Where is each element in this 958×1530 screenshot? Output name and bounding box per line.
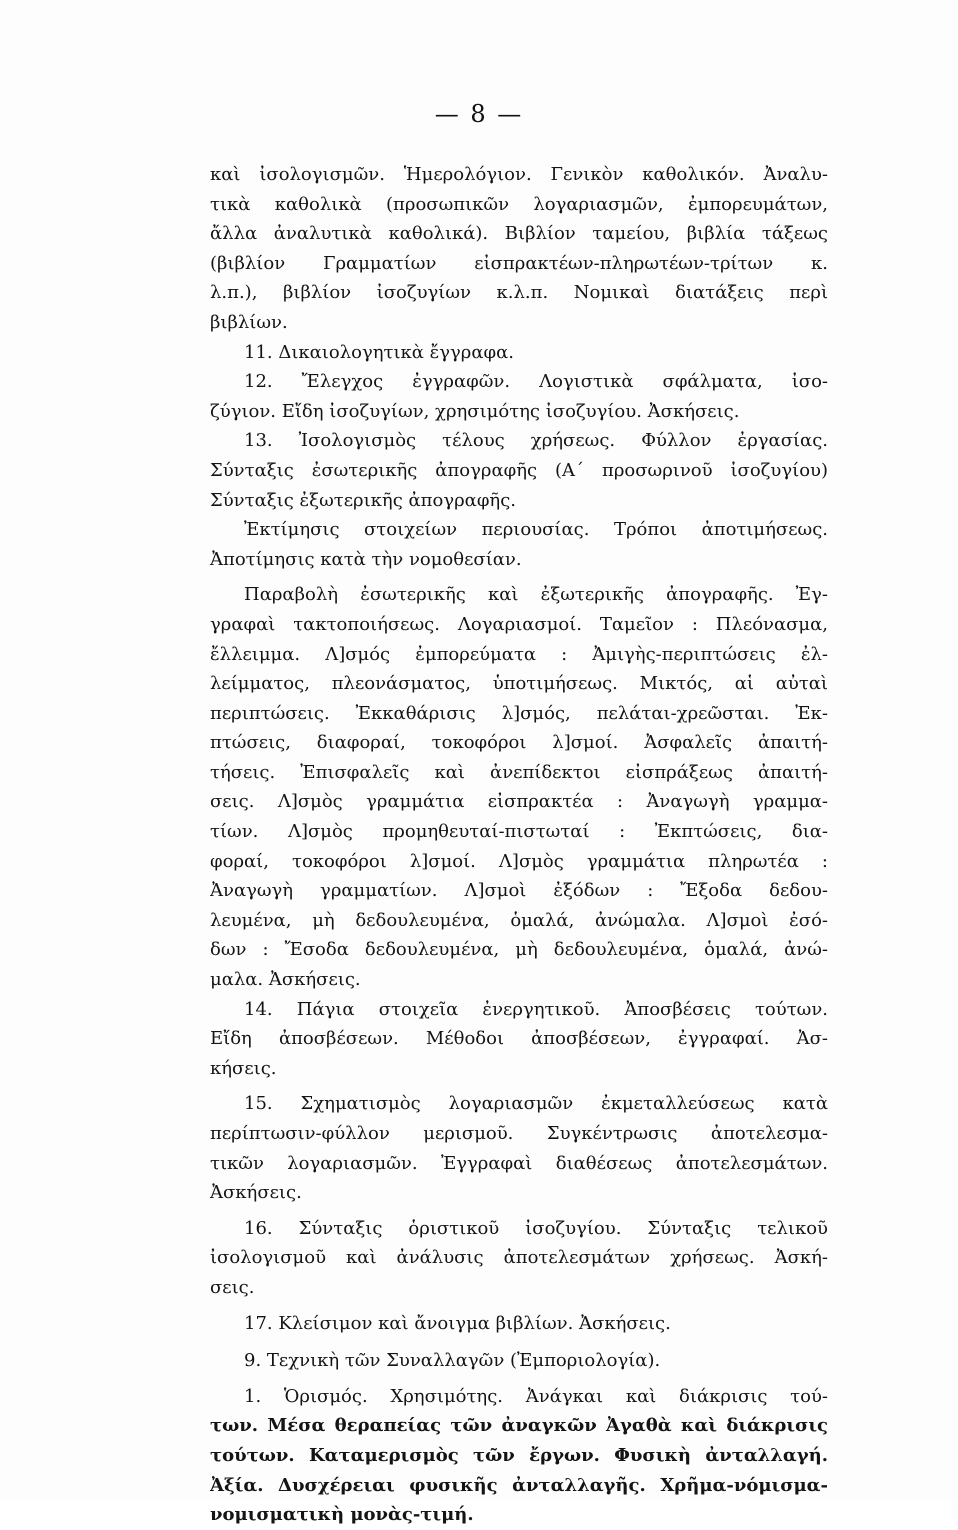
- text-line: φοραί, τοκοφόροι λ]σμοί. Λ]σμὸς γραμμάτια πληρωτέα :: [210, 850, 828, 872]
- text-line: 12. Ἔλεγχος ἐγγραφῶν. Λογιστικὰ σφάλματα, ἰσο-: [244, 371, 828, 393]
- text-line: Ἀξία. Δυσχέρειαι φυσικῆς ἀνταλλαγῆς. Χρῆμα-νόμισμα-: [210, 1474, 828, 1496]
- text-line: 15. Σχηματισμὸς λογαριασμῶν ἐκμεταλλεύσεως κατὰ: [244, 1093, 828, 1115]
- text-line: των. Μέσα θεραπείας τῶν ἀναγκῶν Ἀγαθὰ καὶ διάκρισις: [210, 1415, 828, 1437]
- text-line: λευμένα, μὴ δεδουλευμένα, ὁμαλά, ἀνώμαλα. Λ]σμοὶ ἐσό-: [210, 909, 828, 931]
- text-line: πτώσεις, διαφοραί, τοκοφόροι λ]σμοί. Ἀσφαλεῖς ἀπαιτή-: [210, 732, 828, 754]
- text-line: Ἀναγωγὴ γραμματίων. Λ]σμοὶ ἐξόδων : Ἔξοδα δεδου-: [210, 880, 828, 902]
- text-line: Σύνταξις ἐσωτερικῆς ἀπογραφῆς (Α΄ προσωρινοῦ ἰσοζυγίου): [210, 459, 828, 481]
- text-line: λ.π.), βιβλίον ἰσοζυγίων κ.λ.π. Νομικαὶ διατάξεις περὶ: [210, 282, 828, 304]
- text-line: βιβλίων.: [210, 311, 288, 333]
- page-number: — 8 —: [434, 100, 524, 128]
- text-line: νομισματικὴ μονὰς-τιμή.: [210, 1504, 474, 1526]
- text-line: 17. Κλείσιμον καὶ ἄνοιγμα βιβλίων. Ἀσκήσεις.: [244, 1312, 671, 1334]
- text-line: ἄλλα ἀναλυτικὰ καθολικά). Βιβλίον ταμείου, βιβλία τάξεως: [210, 223, 828, 245]
- text-line: 1. Ὁρισμός. Χρησιμότης. Ἀνάγκαι καὶ διάκρισις τού-: [244, 1385, 828, 1407]
- text-line: Παραβολὴ ἐσωτερικῆς καὶ ἐξωτερικῆς ἀπογραφῆς. Ἐγ-: [244, 584, 828, 606]
- text-line: ζύγιον. Εἴδη ἰσοζυγίων, χρησιμότης ἰσοζυγίου. Ἀσκήσεις.: [210, 400, 740, 422]
- text-line: 16. Σύνταξις ὁριστικοῦ ἰσοζυγίου. Σύνταξις τελικοῦ: [244, 1217, 828, 1239]
- text-line: Εἴδη ἀποσβέσεων. Μέθοδοι ἀποσβέσεων, ἐγγραφαί. Ἀσ-: [210, 1028, 828, 1050]
- text-line: μαλα. Ἀσκήσεις.: [210, 969, 361, 991]
- text-line: 14. Πάγια στοιχεῖα ἐνεργητικοῦ. Ἀποσβέσεις τούτων.: [244, 998, 828, 1020]
- text-line: Ἀποτίμησις κατὰ τὴν νομοθεσίαν.: [210, 548, 522, 570]
- text-line: ἰσολογισμοῦ καὶ ἀνάλυσις ἀποτελεσμάτων χρήσεως. Ἀσκή-: [210, 1247, 828, 1269]
- text-line: Ἐκτίμησις στοιχείων περιουσίας. Τρόποι ἀποτιμήσεως.: [244, 519, 828, 541]
- text-line: (βιβλίον Γραμματίων εἰσπρακτέων-πληρωτέων-τρίτων κ.: [210, 252, 828, 274]
- text-line: Ἀσκήσεις.: [210, 1182, 302, 1204]
- text-line: τίων. Λ]σμὸς προμηθευταί-πιστωταί : Ἐκπτώσεις, δια-: [210, 821, 828, 843]
- text-line: σεις. Λ]σμὸς γραμμάτια εἰσπρακτέα : Ἀναγωγὴ γραμμα-: [210, 791, 828, 813]
- text-line: τούτων. Καταμερισμὸς τῶν ἔργων. Φυσικὴ ἀνταλλαγή.: [210, 1444, 828, 1466]
- text-line: 11. Δικαιολογητικὰ ἔγγραφα.: [244, 341, 515, 363]
- text-line: τικὰ καθολικὰ (προσωπικῶν λογαριασμῶν, ἐμπορευμάτων,: [210, 193, 828, 215]
- text-line: καὶ ἰσολογισμῶν. Ἡμερολόγιον. Γενικὸν καθολικόν. Ἀναλυ-: [210, 164, 828, 185]
- text-line: λείμματος, πλεονάσματος, ὑποτιμήσεως. Μικτός, αἱ αὐταὶ: [210, 673, 828, 695]
- text-line: γραφαὶ τακτοποιήσεως. Λογαριασμοί. Ταμεῖον : Πλεόνασμα,: [210, 613, 828, 635]
- body-text: [210, 160, 828, 1530]
- text-line: Σύνταξις ἐξωτερικῆς ἀπογραφῆς.: [210, 489, 517, 511]
- text-line: τικῶν λογαριασμῶν. Ἐγγραφαὶ διαθέσεως ἀποτελεσμάτων.: [210, 1152, 828, 1174]
- text-line: ἔλλειμμα. Λ]σμός ἐμπορεύματα : Ἀμιγὴς-περιπτώσεις ἐλ-: [210, 643, 828, 665]
- text-line: σεις.: [210, 1276, 255, 1298]
- text-line: περιπτώσεις. Ἐκκαθάρισις λ]σμός, πελάται-χρεῶσται. Ἐκ-: [210, 702, 828, 724]
- text-line: τήσεις. Ἐπισφαλεῖς καὶ ἀνεπίδεκτοι εἰσπράξεως ἀπαιτή-: [210, 761, 828, 783]
- text-line: δων : Ἔσοδα δεδουλευμένα, μὴ δεδουλευμένα, ὁμαλά, ἀνώ-: [210, 939, 828, 961]
- text-line: κήσεις.: [210, 1057, 277, 1079]
- text-line: 13. Ἰσολογισμὸς τέλους χρήσεως. Φύλλον ἐργασίας.: [244, 430, 828, 452]
- text-line: περίπτωσιν-φύλλον μερισμοῦ. Συγκέντρωσις ἀποτελεσμα-: [210, 1123, 828, 1144]
- text-line: 9. Τεχνικὴ τῶν Συναλλαγῶν (Ἐμποριολογία).: [244, 1350, 661, 1372]
